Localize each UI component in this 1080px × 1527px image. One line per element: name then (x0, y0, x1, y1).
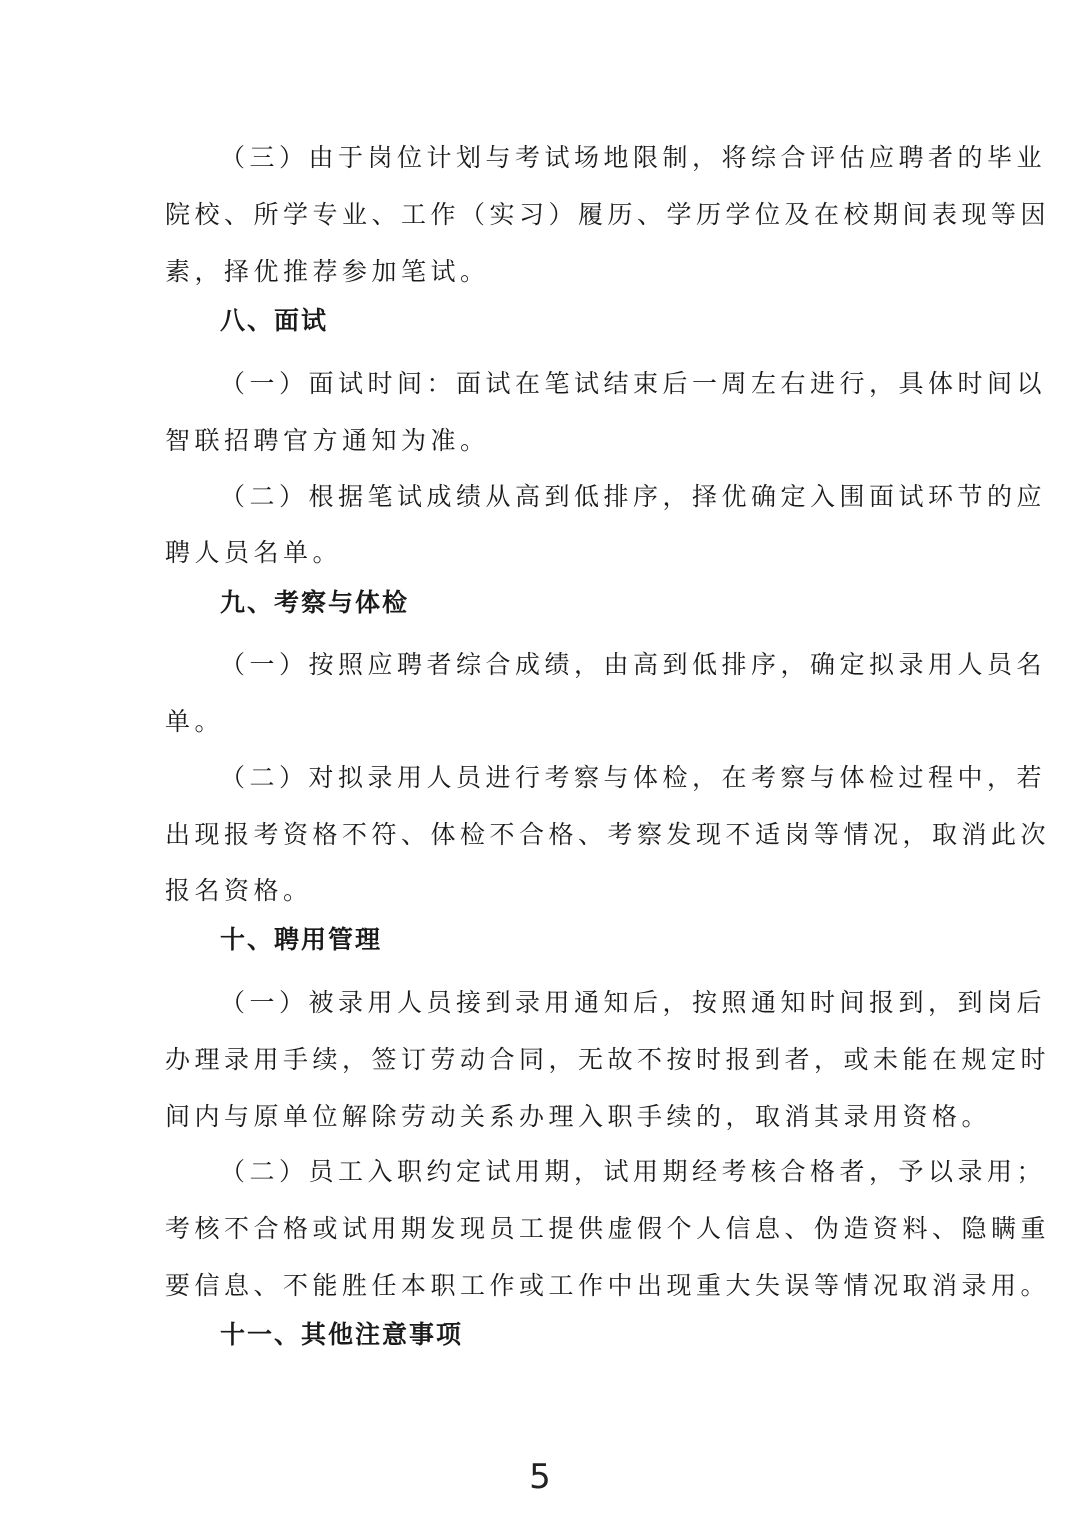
paragraph-line: 聘人员名单。 (165, 538, 343, 567)
paragraph-line: 要信息、不能胜任本职工作或工作中出现重大失误等情况取消录用。 (165, 1271, 1051, 1300)
paragraph-line: 办理录用手续，签订劳动合同，无故不按时报到者，或未能在规定时 (165, 1045, 1051, 1074)
page-number: 5 (529, 1457, 551, 1497)
paragraph-line: （二）员工入职约定试用期，试用期经考核合格者，予以录用； (220, 1157, 1047, 1186)
paragraph-line: （一）被录用人员接到录用通知后，按照通知时间报到，到岗后 (220, 988, 1047, 1017)
paragraph-line: 报名资格。 (165, 876, 313, 905)
paragraph-line: （一）面试时间：面试在笔试结束后一周左右进行，具体时间以 (220, 369, 1047, 398)
section-heading-other-notes: 十一、其他注意事项 (220, 1320, 464, 1349)
paragraph-line: 间内与原单位解除劳动关系办理入职手续的，取消其录用资格。 (165, 1102, 992, 1131)
paragraph-line: 单。 (165, 707, 225, 736)
paragraph-line: （三）由于岗位计划与考试场地限制，将综合评估应聘者的毕业 (220, 143, 1047, 172)
section-heading-inspection: 九、考察与体检 (220, 588, 410, 617)
section-heading-employment: 十、聘用管理 (220, 925, 383, 954)
paragraph-line: 院校、所学专业、工作（实习）履历、学历学位及在校期间表现等因 (165, 200, 1051, 229)
paragraph-line: 智联招聘官方通知为准。 (165, 426, 490, 455)
paragraph-line: （二）根据笔试成绩从高到低排序，择优确定入围面试环节的应 (220, 482, 1047, 511)
paragraph-line: （一）按照应聘者综合成绩，由高到低排序，确定拟录用人员名 (220, 650, 1047, 679)
paragraph-line: 素，择优推荐参加笔试。 (165, 257, 490, 286)
section-heading-interview: 八、面试 (220, 306, 329, 335)
paragraph-line: 考核不合格或试用期发现员工提供虚假个人信息、伪造资料、隐瞒重 (165, 1214, 1051, 1243)
paragraph-line: （二）对拟录用人员进行考察与体检，在考察与体检过程中，若 (220, 763, 1047, 792)
paragraph-line: 出现报考资格不符、体检不合格、考察发现不适岗等情况，取消此次 (165, 820, 1051, 849)
